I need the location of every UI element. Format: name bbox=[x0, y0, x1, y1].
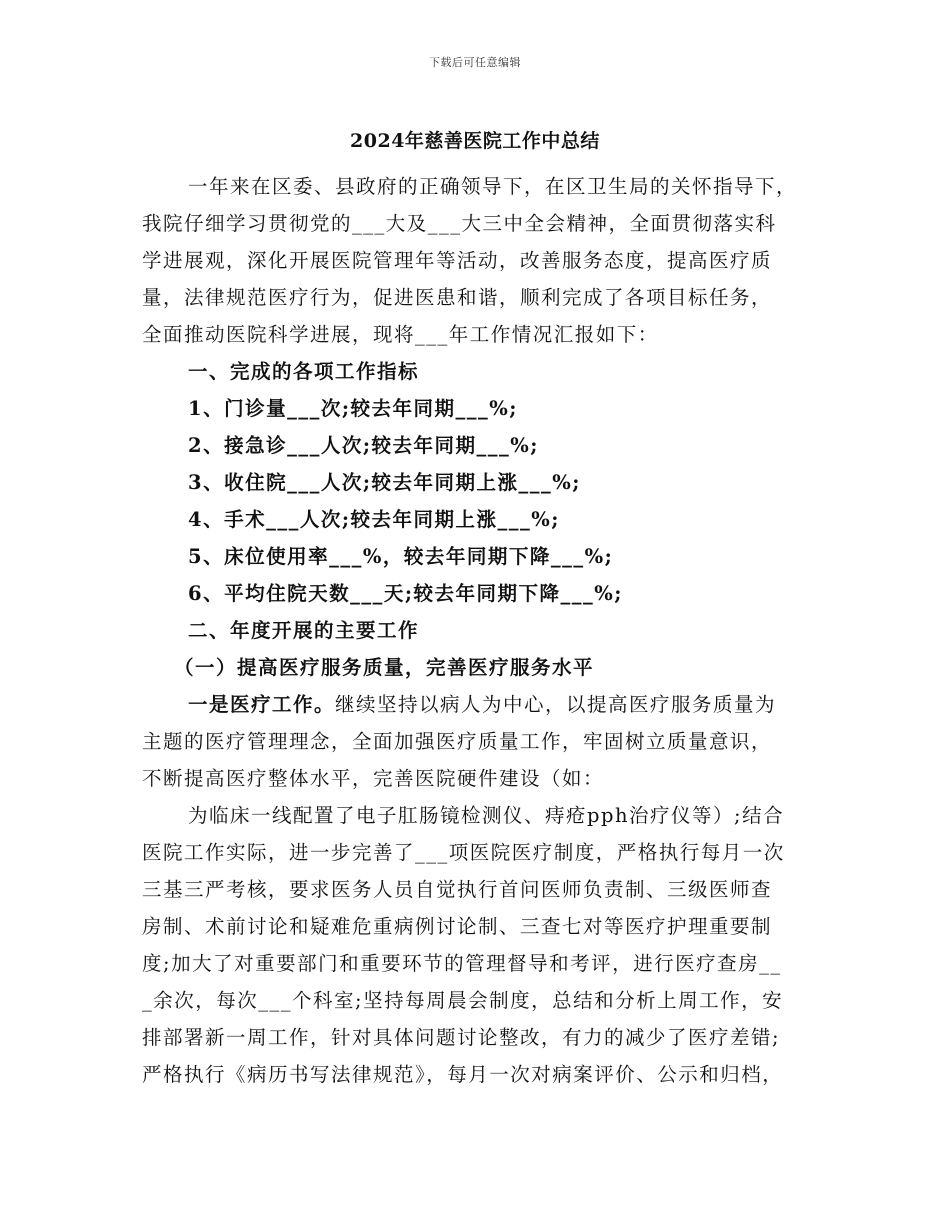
paragraph-line: 为临床一线配置了电子肛肠镜检测仪、痔疮pph治疗仪等）;结合 bbox=[188, 804, 785, 827]
paragraph-line: 主题的医疗管理理念，全面加强医疗质量工作，牢固树立质量意识， bbox=[142, 730, 773, 753]
paragraph-line: 严格执行《病历书写法律规范》，每月一次对病案评价、公示和归档， bbox=[142, 1063, 784, 1086]
document-title: 2024年慈善医院工作中总结 bbox=[350, 130, 600, 152]
paragraph-line bbox=[188, 692, 776, 718]
paragraph-line: _余次，每次___个科室;坚持每周晨会制度，总结和分析上周工作，安 bbox=[142, 989, 784, 1012]
paragraph-line: 我院仔细学习贯彻党的___大及___大三中全会精神，全面贯彻落实科 bbox=[142, 212, 777, 235]
paragraph-line: 医院工作实际，进一步完善了___项医院医疗制度，严格执行每月一次 bbox=[142, 841, 785, 864]
paragraph-line: 一年来在区委、县政府的正确领导下，在区卫生局的关怀指导下， bbox=[188, 175, 798, 198]
paragraph-line: 房制、术前讨论和疑难危重病例讨论制、三查七对等医疗护理重要制 bbox=[142, 915, 773, 938]
list-item: 3、收住院___人次;较去年同期上涨___%; bbox=[188, 471, 581, 494]
lead-phrase: 一是医疗工作。 bbox=[188, 693, 336, 716]
paragraph-line: 排部署新一周工作，针对具体问题讨论整改，有力的减少了医疗差错; bbox=[142, 1026, 781, 1049]
paragraph-line: 学进展观，深化开展医院管理年等活动，改善服务态度，提高医疗质 bbox=[142, 249, 773, 272]
subsection-heading: （一）提高医疗服务质量，完善医疗服务水平 bbox=[174, 656, 595, 679]
list-item: 4、手术___人次;较去年同期上涨___%; bbox=[188, 508, 560, 531]
paragraph-line: 三基三严考核，要求医务人员自觉执行首问医师负责制、三级医师查 bbox=[142, 878, 773, 901]
paragraph-line: 不断提高医疗整体水平，完善医院硬件建设（如： bbox=[142, 767, 605, 790]
section-heading: 二、年度开展的主要工作 bbox=[188, 619, 420, 642]
header-note: 下载后可任意编辑 bbox=[429, 56, 521, 69]
list-item: 6、平均住院天数___天;较去年同期下降___%; bbox=[188, 582, 623, 605]
section-heading: 一、完成的各项工作指标 bbox=[188, 360, 420, 383]
list-item: 2、接急诊___人次;较去年同期___%; bbox=[188, 434, 539, 457]
list-item: 5、床位使用率___%，较去年同期下降___%; bbox=[188, 545, 614, 568]
paragraph-line: 全面推动医院科学进展，现将___年工作情况汇报如下： bbox=[142, 323, 659, 346]
paragraph-line: 量，法律规范医疗行为，促进医患和谐，顺利完成了各项目标任务， bbox=[142, 286, 773, 309]
line-text: 继续坚持以病人为中心，以提高医疗服务质量为 bbox=[335, 693, 777, 716]
list-item: 1、门诊量___次;较去年同期___%; bbox=[188, 397, 518, 420]
paragraph-line: 度;加大了对重要部门和重要环节的管理督导和考评，进行医疗查房__ bbox=[142, 952, 782, 975]
